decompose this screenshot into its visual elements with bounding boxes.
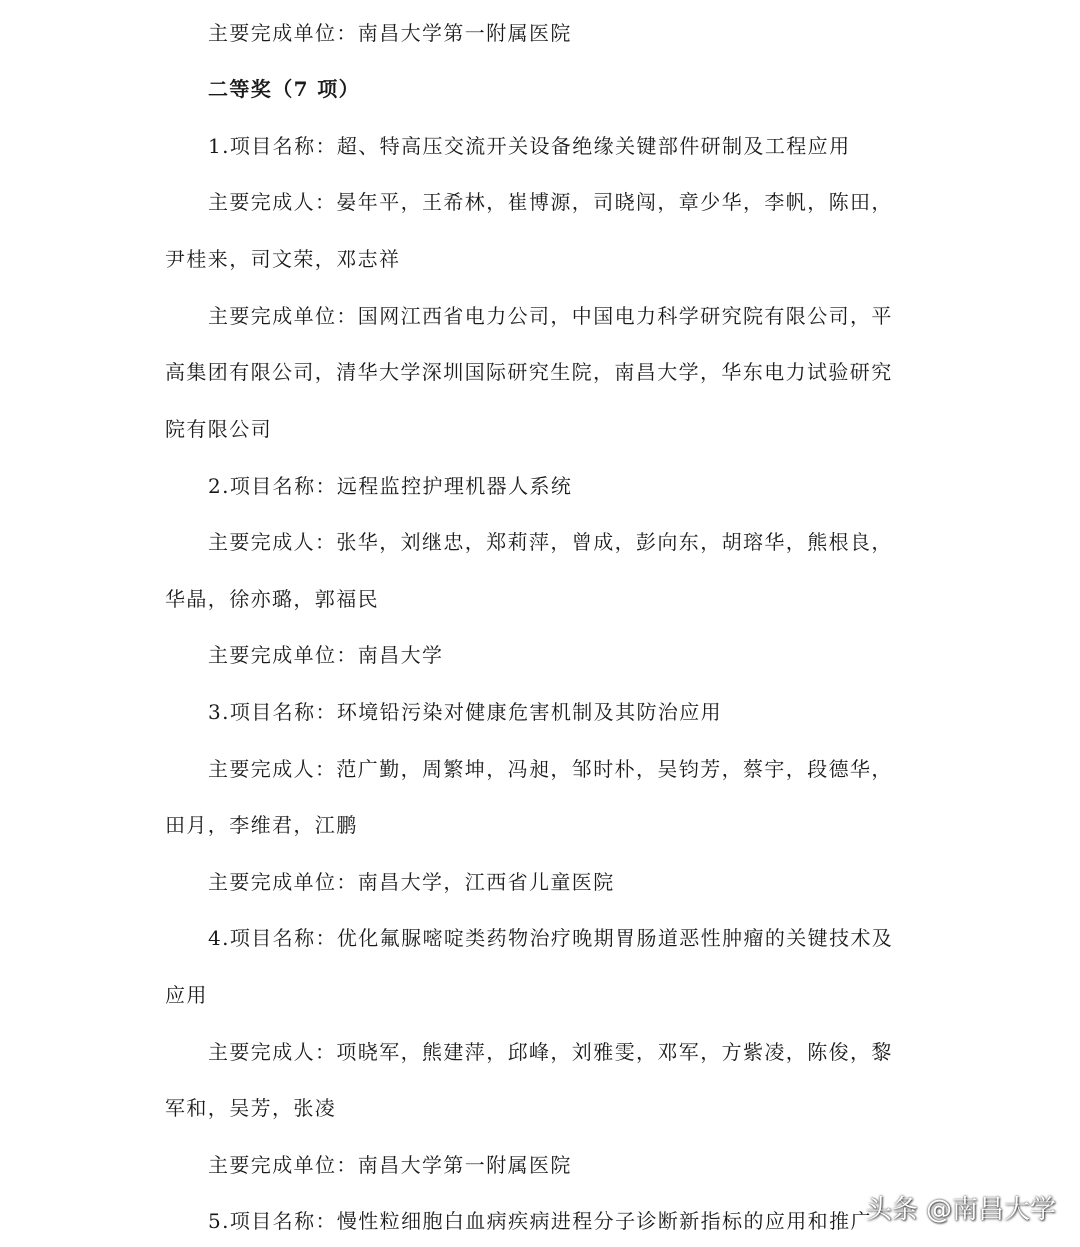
project-1-members-line-1: 主要完成人：晏年平，王希林，崔博源，司晓闯，章少华，李帆，陈田， <box>208 190 893 214</box>
project-4-members-line-2: 军和，吴芳，张凌 <box>165 1096 337 1120</box>
project-3-members-line-1: 主要完成人：范广勤，周繁坤，冯昶，邹时朴，吴钧芳，蔡宇，段德华， <box>208 757 893 781</box>
project-1-units-line-2: 高集团有限公司，清华大学深圳国际研究生院，南昌大学，华东电力试验研究 <box>165 360 893 384</box>
project-2-members-line-2: 华晶，徐亦璐，郭福民 <box>165 587 379 611</box>
toutiao-watermark: 头条 @南昌大学 <box>865 1195 1056 1225</box>
project-1-title: 1.项目名称：超、特高压交流开关设备绝缘关键部件研制及工程应用 <box>208 134 851 158</box>
project-3-members-line-2: 田月，李维君，江鹏 <box>165 813 358 837</box>
project-3-units: 主要完成单位：南昌大学，江西省儿童医院 <box>208 870 615 894</box>
project-4-members-line-1: 主要完成人：项晓军，熊建萍，邱峰，刘雅雯，邓军，方紫凌，陈俊，黎 <box>208 1040 893 1064</box>
project-1-units-line-3: 院有限公司 <box>165 417 272 441</box>
project-1-units-line-1: 主要完成单位：国网江西省电力公司，中国电力科学研究院有限公司，平 <box>208 304 893 328</box>
project-2-units: 主要完成单位：南昌大学 <box>208 643 444 667</box>
project-3-title: 3.项目名称：环境铅污染对健康危害机制及其防治应用 <box>208 700 723 724</box>
project-4-units: 主要完成单位：南昌大学第一附属医院 <box>208 1153 572 1177</box>
project-4-title-line-2: 应用 <box>165 983 208 1007</box>
section-heading-second-prize: 二等奖（7 项） <box>208 77 361 101</box>
project-5-title: 5.项目名称：慢性粒细胞白血病疾病进程分子诊断新指标的应用和推广 <box>208 1209 872 1233</box>
project-2-members-line-1: 主要完成人：张华，刘继忠，郑莉萍，曾成，彭向东，胡瑢华，熊根良， <box>208 530 893 554</box>
unit-line: 主要完成单位：南昌大学第一附属医院 <box>208 21 572 45</box>
project-4-title-line-1: 4.项目名称：优化氟脲嘧啶类药物治疗晚期胃肠道恶性肿瘤的关键技术及 <box>208 926 894 950</box>
project-2-title: 2.项目名称：远程监控护理机器人系统 <box>208 474 573 498</box>
project-1-members-line-2: 尹桂来，司文荣，邓志祥 <box>165 247 401 271</box>
